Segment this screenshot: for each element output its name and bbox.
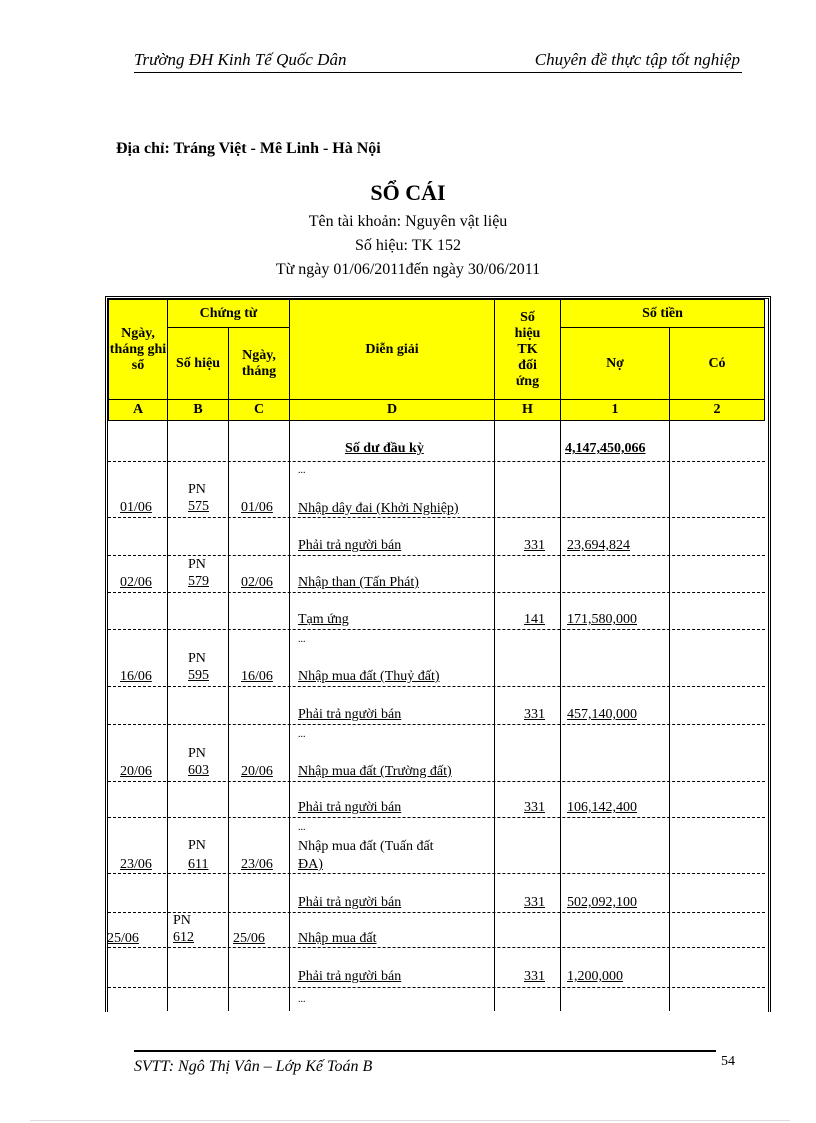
row-voucher-prefix: PN (188, 651, 206, 666)
code-h: H (494, 399, 561, 421)
code-b: B (167, 399, 229, 421)
row-voucher-prefix: PN (188, 746, 206, 761)
row-voucher-date: 20/06 (241, 764, 273, 779)
row-debit: 457,140,000 (567, 707, 637, 722)
code-c: C (228, 399, 290, 421)
code-a: A (108, 399, 168, 421)
row-voucher-date: 23/06 (241, 857, 273, 872)
row-desc: Nhập mua đất (Trường đất) (298, 764, 452, 779)
header-school: Trường ĐH Kinh Tế Quốc Dân (134, 50, 347, 69)
row-voucher-no: 611 (188, 857, 209, 872)
code-d: D (289, 399, 495, 421)
col-credit-header: Có (669, 327, 765, 400)
row-voucher-date: 16/06 (241, 669, 273, 684)
row-sub-desc: Phải trả người bán (298, 800, 402, 815)
header-topic: Chuyên đề thực tập tốt nghiệp (534, 50, 740, 69)
ellipsis: ... (298, 822, 306, 833)
ellipsis: ... (298, 994, 306, 1005)
row-voucher-date: 02/06 (241, 575, 273, 590)
row-desc: Nhập dây đai (Khởi Nghiệp) (298, 501, 459, 516)
row-account: 331 (524, 969, 545, 984)
row-date: 01/06 (120, 500, 152, 515)
row-date: 02/06 (120, 575, 152, 590)
row-desc: Nhập mua đất (Thuỷ đất) (298, 669, 440, 684)
ledger-title: SỔ CÁI (370, 180, 446, 205)
row-account: 141 (524, 612, 545, 627)
row-sub-desc: Phải trả người bán (298, 969, 402, 984)
ellipsis: ... (298, 634, 306, 645)
row-date: 23/06 (120, 857, 152, 872)
row-account: 331 (524, 800, 545, 815)
row-debit: 502,092,100 (567, 895, 637, 910)
row-debit: 106,142,400 (567, 800, 637, 815)
col-amount-header: Số tiền (560, 299, 765, 328)
row-voucher-prefix: PN (173, 913, 191, 928)
row-voucher-no: 595 (188, 668, 209, 683)
company-address: Địa chỉ: Tráng Việt - Mê Linh - Hà Nội (116, 140, 381, 157)
page-number: 54 (721, 1054, 735, 1069)
col-debit-header: Nợ (560, 327, 670, 400)
period: Từ ngày 01/06/2011đến ngày 30/06/2011 (275, 261, 541, 278)
row-sub-desc: Phải trả người bán (298, 538, 402, 553)
account-name: Tên tài khoản: Nguyên vật liệu (308, 213, 508, 230)
row-debit: 171,580,000 (567, 612, 637, 627)
row-desc-cont: ĐA) (298, 857, 323, 872)
opening-balance-debit: 4,147,450,066 (565, 441, 646, 456)
row-sub-desc: Phải trả người bán (298, 707, 402, 722)
row-sub-desc: Phải trả người bán (298, 895, 402, 910)
row-date: 25/06 (107, 931, 139, 946)
row-desc: Nhập mua đất (298, 931, 377, 946)
row-desc: Nhập mua đất (Tuấn đất (298, 839, 434, 854)
code-2: 2 (669, 399, 765, 421)
page-header (134, 50, 742, 73)
row-voucher-no: 579 (188, 574, 209, 589)
row-account: 331 (524, 895, 545, 910)
row-voucher-no: 612 (173, 930, 194, 945)
col-date-header: Ngày, tháng ghi sổ (108, 299, 168, 400)
row-voucher-date: 25/06 (233, 931, 265, 946)
code-1: 1 (560, 399, 670, 421)
col-voucher-no-header: Số hiệu (167, 327, 229, 400)
ellipsis: ... (298, 729, 306, 740)
page-edge (30, 1120, 790, 1121)
row-debit: 23,694,824 (567, 538, 630, 553)
row-debit: 1,200,000 (567, 969, 623, 984)
row-account: 331 (524, 538, 545, 553)
footer-student: SVTT: Ngô Thị Vân – Lớp Kế Toán B (134, 1058, 373, 1075)
row-voucher-prefix: PN (188, 838, 206, 853)
row-account: 331 (524, 707, 545, 722)
row-voucher-date: 01/06 (241, 500, 273, 515)
row-date: 20/06 (120, 764, 152, 779)
row-sub-desc: Tạm ứng (298, 612, 349, 627)
col-desc-header: Diễn giải (289, 299, 495, 400)
row-desc: Nhập than (Tấn Phát) (298, 575, 419, 590)
row-date: 16/06 (120, 669, 152, 684)
account-number: Số hiệu: TK 152 (355, 237, 461, 254)
row-voucher-prefix: PN (188, 482, 206, 497)
opening-balance-label: Số dư đầu kỳ (345, 441, 424, 456)
row-voucher-no: 575 (188, 499, 209, 514)
col-voucher-date-header: Ngày, tháng (228, 327, 290, 400)
footer-rule (134, 1050, 716, 1052)
col-account-header: Số hiệu TK đối ứng (494, 299, 561, 400)
row-voucher-prefix: PN (188, 557, 206, 572)
row-voucher-no: 603 (188, 763, 209, 778)
ellipsis: ... (298, 465, 306, 476)
col-voucher-header: Chứng từ (167, 299, 290, 328)
